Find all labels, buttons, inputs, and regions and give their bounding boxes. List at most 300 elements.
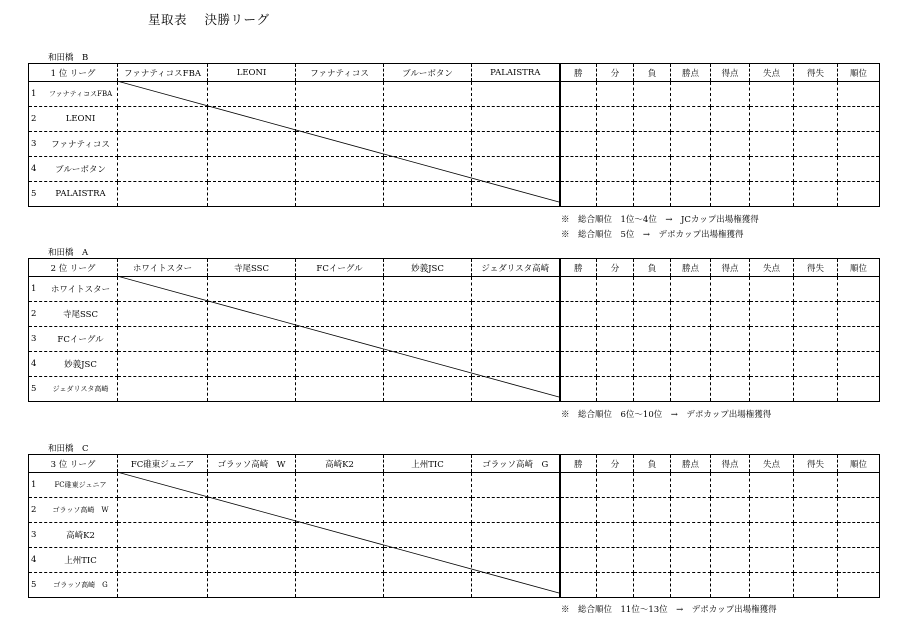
stat-cell[interactable]: [634, 548, 671, 573]
result-cell[interactable]: [472, 302, 560, 327]
result-cell[interactable]: [384, 498, 472, 523]
row-number: 5: [31, 189, 37, 199]
stat-cell[interactable]: [634, 132, 671, 157]
result-cell[interactable]: [118, 327, 208, 352]
result-cell[interactable]: [208, 132, 296, 157]
stat-cell[interactable]: [794, 573, 838, 598]
stat-cell[interactable]: [711, 473, 750, 498]
result-cell[interactable]: [296, 377, 384, 402]
row-number: 2: [31, 114, 37, 124]
result-cell[interactable]: [118, 523, 208, 548]
result-cell[interactable]: [296, 107, 384, 132]
stat-cell[interactable]: [838, 523, 880, 548]
column-team: ジェダリスタ高崎: [472, 259, 560, 277]
row-team-name: 寺尾SSC: [62, 310, 98, 320]
stat-cell[interactable]: [634, 377, 671, 402]
stat-cell[interactable]: [560, 277, 597, 302]
column-team: ホワイトスター: [118, 259, 208, 277]
stat-cell[interactable]: [671, 523, 711, 548]
stat-cell[interactable]: [671, 473, 711, 498]
result-cell[interactable]: [118, 377, 208, 402]
stat-cell[interactable]: [560, 82, 597, 107]
stat-cell[interactable]: [597, 277, 634, 302]
result-cell[interactable]: [472, 327, 560, 352]
result-cell[interactable]: [118, 352, 208, 377]
stat-cell[interactable]: [750, 82, 794, 107]
column-team: FC碓東ジュニア: [118, 455, 208, 473]
result-cell[interactable]: [384, 82, 472, 107]
stat-cell[interactable]: [750, 327, 794, 352]
row-team-name: ファナティコス: [51, 140, 110, 150]
stat-cell[interactable]: [597, 498, 634, 523]
result-cell[interactable]: [472, 107, 560, 132]
standings-table-league-1: [28, 63, 880, 207]
stat-cell[interactable]: [560, 573, 597, 598]
result-cell[interactable]: [296, 82, 384, 107]
result-cell[interactable]: [296, 573, 384, 598]
result-cell[interactable]: [208, 327, 296, 352]
result-cell[interactable]: [384, 182, 472, 207]
stat-cell[interactable]: [560, 548, 597, 573]
row-team-cell: [29, 523, 118, 548]
row-team-name: FC碓東ジュニア: [54, 481, 107, 489]
stat-cell[interactable]: [671, 157, 711, 182]
result-cell[interactable]: [118, 498, 208, 523]
note-line: ※ 総合順位 5位 → デポカップ出場権獲得: [561, 230, 744, 240]
table-row: [29, 473, 880, 498]
header-losses: 負: [634, 455, 671, 473]
venue-label-league-1: 和田橋 B: [48, 53, 89, 63]
result-cell[interactable]: [384, 473, 472, 498]
result-cell[interactable]: [384, 573, 472, 598]
result-cell[interactable]: [472, 548, 560, 573]
row-team-cell: [29, 182, 118, 207]
stat-cell[interactable]: [597, 157, 634, 182]
column-team: 妙義JSC: [384, 259, 472, 277]
header-goals-for: 得点: [711, 455, 750, 473]
row-number: 3: [31, 139, 37, 149]
result-cell[interactable]: [296, 473, 384, 498]
stat-cell[interactable]: [838, 157, 880, 182]
stat-cell[interactable]: [671, 573, 711, 598]
stat-cell[interactable]: [560, 182, 597, 207]
header-draws: 分: [597, 64, 634, 82]
stat-cell[interactable]: [711, 573, 750, 598]
stat-cell[interactable]: [838, 302, 880, 327]
result-cell[interactable]: [384, 327, 472, 352]
stat-cell[interactable]: [750, 157, 794, 182]
stat-cell[interactable]: [838, 277, 880, 302]
result-cell[interactable]: [296, 523, 384, 548]
stat-cell[interactable]: [597, 302, 634, 327]
result-cell[interactable]: [472, 157, 560, 182]
header-rank: 順位: [838, 64, 880, 82]
stat-cell[interactable]: [750, 548, 794, 573]
result-cell[interactable]: [384, 548, 472, 573]
column-team: ゴラッソ高崎 G: [472, 455, 560, 473]
stat-cell[interactable]: [671, 327, 711, 352]
stat-cell[interactable]: [711, 107, 750, 132]
result-cell[interactable]: [118, 132, 208, 157]
stat-cell[interactable]: [794, 182, 838, 207]
row-team-name: 高崎K2: [66, 531, 95, 541]
stat-cell[interactable]: [750, 523, 794, 548]
column-team: 高崎K2: [296, 455, 384, 473]
stat-cell[interactable]: [634, 573, 671, 598]
result-cell[interactable]: [472, 82, 560, 107]
stat-cell[interactable]: [560, 352, 597, 377]
stat-cell[interactable]: [838, 107, 880, 132]
stat-cell[interactable]: [711, 82, 750, 107]
league-table: [28, 63, 880, 207]
row-team-name: LEONI: [65, 114, 96, 124]
stat-cell[interactable]: [794, 277, 838, 302]
stat-cell[interactable]: [597, 352, 634, 377]
result-cell[interactable]: [118, 277, 208, 302]
stat-cell[interactable]: [597, 107, 634, 132]
result-cell[interactable]: [472, 523, 560, 548]
header-losses: 負: [634, 64, 671, 82]
result-cell[interactable]: [118, 82, 208, 107]
stat-cell[interactable]: [634, 82, 671, 107]
stat-cell[interactable]: [597, 377, 634, 402]
standings-table-league-2: [28, 258, 880, 402]
stat-cell[interactable]: [560, 327, 597, 352]
column-team: LEONI: [208, 64, 296, 82]
stat-cell[interactable]: [671, 132, 711, 157]
stat-cell[interactable]: [794, 82, 838, 107]
row-team-name: PALAISTRA: [55, 189, 106, 199]
result-cell[interactable]: [296, 302, 384, 327]
stat-cell[interactable]: [671, 182, 711, 207]
stat-cell[interactable]: [711, 352, 750, 377]
stat-cell[interactable]: [634, 107, 671, 132]
result-cell[interactable]: [384, 377, 472, 402]
table-row: [29, 82, 880, 107]
note-line: ※ 総合順位 1位～4位 → JCカップ出場権獲得: [561, 215, 759, 225]
row-team-cell: [29, 473, 118, 498]
header-wins: 勝: [560, 455, 597, 473]
stat-cell[interactable]: [597, 327, 634, 352]
row-number: 2: [31, 309, 37, 319]
row-number: 4: [31, 555, 37, 565]
row-team-cell: [29, 498, 118, 523]
stat-cell[interactable]: [671, 548, 711, 573]
header-draws: 分: [597, 259, 634, 277]
row-team-cell: [29, 107, 118, 132]
row-team-cell: [29, 548, 118, 573]
stat-cell[interactable]: [597, 523, 634, 548]
table-row: [29, 327, 880, 352]
stat-cell[interactable]: [560, 523, 597, 548]
stat-cell[interactable]: [597, 473, 634, 498]
stat-cell[interactable]: [711, 523, 750, 548]
result-cell[interactable]: [208, 107, 296, 132]
result-cell[interactable]: [384, 157, 472, 182]
result-cell[interactable]: [384, 352, 472, 377]
result-cell[interactable]: [118, 473, 208, 498]
stat-cell[interactable]: [838, 352, 880, 377]
result-cell[interactable]: [296, 548, 384, 573]
result-cell[interactable]: [118, 302, 208, 327]
row-team-name: ゴラッソ高崎 G: [53, 581, 108, 589]
stat-cell[interactable]: [671, 277, 711, 302]
row-number: 4: [31, 164, 37, 174]
league-table: [28, 258, 880, 402]
row-team-name: ホワイトスター: [50, 285, 111, 295]
header-goals-for: 得点: [711, 259, 750, 277]
row-number: 1: [31, 89, 37, 99]
column-team: PALAISTRA: [472, 64, 560, 82]
result-cell[interactable]: [208, 277, 296, 302]
stat-cell[interactable]: [711, 132, 750, 157]
stat-cell[interactable]: [750, 498, 794, 523]
stat-cell[interactable]: [711, 302, 750, 327]
row-team-cell: [29, 377, 118, 402]
result-cell[interactable]: [472, 377, 560, 402]
stat-cell[interactable]: [634, 327, 671, 352]
stat-cell[interactable]: [838, 573, 880, 598]
result-cell[interactable]: [472, 182, 560, 207]
row-team-cell: [29, 302, 118, 327]
header-goals-against: 失点: [750, 259, 794, 277]
row-team-cell: [29, 157, 118, 182]
result-cell[interactable]: [296, 157, 384, 182]
row-team-name: ゴラッソ高崎 W: [52, 506, 109, 514]
header-wins: 勝: [560, 64, 597, 82]
stat-cell[interactable]: [750, 352, 794, 377]
row-team-cell: [29, 82, 118, 107]
header-points: 勝点: [671, 64, 711, 82]
row-team-name: 上州TIC: [64, 556, 97, 566]
result-cell[interactable]: [296, 352, 384, 377]
stat-cell[interactable]: [711, 157, 750, 182]
row-team-cell: [29, 132, 118, 157]
stat-cell[interactable]: [597, 548, 634, 573]
row-number: 5: [31, 384, 37, 394]
stat-cell[interactable]: [597, 82, 634, 107]
stat-cell[interactable]: [838, 548, 880, 573]
stat-cell[interactable]: [750, 377, 794, 402]
stat-cell[interactable]: [794, 302, 838, 327]
result-cell[interactable]: [384, 277, 472, 302]
rank-label: 3 位 リーグ: [29, 455, 118, 473]
stat-cell[interactable]: [794, 498, 838, 523]
stat-cell[interactable]: [671, 352, 711, 377]
stat-cell[interactable]: [597, 132, 634, 157]
result-cell[interactable]: [384, 523, 472, 548]
header-points: 勝点: [671, 455, 711, 473]
result-cell[interactable]: [296, 498, 384, 523]
header-goals-for: 得点: [711, 64, 750, 82]
header-row: [29, 64, 880, 82]
table-row: [29, 107, 880, 132]
result-cell[interactable]: [118, 107, 208, 132]
header-goal-diff: 得失: [794, 64, 838, 82]
stat-cell[interactable]: [671, 498, 711, 523]
header-goal-diff: 得失: [794, 259, 838, 277]
stat-cell[interactable]: [671, 377, 711, 402]
result-cell[interactable]: [472, 473, 560, 498]
stat-cell[interactable]: [671, 107, 711, 132]
result-cell[interactable]: [208, 182, 296, 207]
result-cell[interactable]: [118, 548, 208, 573]
row-team-name: ファナティコスFBA: [48, 90, 113, 98]
stat-cell[interactable]: [711, 327, 750, 352]
stat-cell[interactable]: [597, 573, 634, 598]
stat-cell[interactable]: [838, 327, 880, 352]
stat-cell[interactable]: [838, 182, 880, 207]
result-cell[interactable]: [208, 157, 296, 182]
stat-cell[interactable]: [750, 107, 794, 132]
stat-cell[interactable]: [560, 132, 597, 157]
stat-cell[interactable]: [794, 352, 838, 377]
row-team-cell: [29, 277, 118, 302]
result-cell[interactable]: [384, 107, 472, 132]
stat-cell[interactable]: [794, 473, 838, 498]
header-rank: 順位: [838, 455, 880, 473]
stat-cell[interactable]: [711, 182, 750, 207]
result-cell[interactable]: [208, 523, 296, 548]
row-team-cell: [29, 327, 118, 352]
stat-cell[interactable]: [671, 302, 711, 327]
stat-cell[interactable]: [750, 473, 794, 498]
result-cell[interactable]: [208, 573, 296, 598]
row-number: 1: [31, 480, 37, 490]
result-cell[interactable]: [384, 302, 472, 327]
stat-cell[interactable]: [794, 377, 838, 402]
stat-cell[interactable]: [838, 82, 880, 107]
standings-table-league-3: [28, 454, 880, 598]
result-cell[interactable]: [296, 327, 384, 352]
result-cell[interactable]: [208, 352, 296, 377]
result-cell[interactable]: [118, 573, 208, 598]
page-title: 星取表 決勝リーグ: [148, 12, 270, 27]
stat-cell[interactable]: [634, 277, 671, 302]
stat-cell[interactable]: [597, 182, 634, 207]
stat-cell[interactable]: [634, 302, 671, 327]
stat-cell[interactable]: [794, 157, 838, 182]
stat-cell[interactable]: [560, 302, 597, 327]
column-team: ブルーボタン: [384, 64, 472, 82]
result-cell[interactable]: [208, 302, 296, 327]
result-cell[interactable]: [118, 157, 208, 182]
stat-cell[interactable]: [750, 302, 794, 327]
stat-cell[interactable]: [711, 277, 750, 302]
stat-cell[interactable]: [560, 107, 597, 132]
stat-cell[interactable]: [794, 107, 838, 132]
venue-label-league-2: 和田橋 A: [48, 248, 89, 258]
rank-label: 2 位 リーグ: [29, 259, 118, 277]
stat-cell[interactable]: [634, 498, 671, 523]
note-line: ※ 総合順位 6位～10位 → デポカップ出場権獲得: [561, 410, 772, 420]
row-number: 2: [31, 505, 37, 515]
rank-label: 1 位 リーグ: [29, 64, 118, 82]
table-row: [29, 352, 880, 377]
header-goals-against: 失点: [750, 64, 794, 82]
stat-cell[interactable]: [671, 82, 711, 107]
stat-cell[interactable]: [750, 132, 794, 157]
row-number: 5: [31, 580, 37, 590]
header-rank: 順位: [838, 259, 880, 277]
row-team-name: ジェダリスタ高崎: [52, 385, 109, 393]
result-cell[interactable]: [118, 182, 208, 207]
result-cell[interactable]: [208, 377, 296, 402]
venue-label-league-3: 和田橋 C: [48, 444, 89, 454]
stat-cell[interactable]: [838, 498, 880, 523]
stat-cell[interactable]: [711, 498, 750, 523]
header-draws: 分: [597, 455, 634, 473]
table-row: [29, 277, 880, 302]
result-cell[interactable]: [472, 498, 560, 523]
result-cell[interactable]: [208, 82, 296, 107]
stat-cell[interactable]: [560, 377, 597, 402]
column-team: ゴラッソ高崎 W: [208, 455, 296, 473]
result-cell[interactable]: [472, 352, 560, 377]
stat-cell[interactable]: [838, 377, 880, 402]
table-row: [29, 498, 880, 523]
header-row: [29, 259, 880, 277]
result-cell[interactable]: [296, 132, 384, 157]
stat-cell[interactable]: [711, 377, 750, 402]
column-team: ファナティコスFBA: [118, 64, 208, 82]
stat-cell[interactable]: [794, 523, 838, 548]
result-cell[interactable]: [208, 498, 296, 523]
column-team: ファナティコス: [296, 64, 384, 82]
table-row: [29, 302, 880, 327]
stat-cell[interactable]: [750, 182, 794, 207]
result-cell[interactable]: [384, 132, 472, 157]
result-cell[interactable]: [472, 132, 560, 157]
stat-cell[interactable]: [794, 327, 838, 352]
table-row: [29, 377, 880, 402]
stat-cell[interactable]: [711, 548, 750, 573]
header-goal-diff: 得失: [794, 455, 838, 473]
stat-cell[interactable]: [634, 473, 671, 498]
stat-cell[interactable]: [634, 157, 671, 182]
table-row: [29, 157, 880, 182]
stat-cell[interactable]: [794, 548, 838, 573]
result-cell[interactable]: [208, 548, 296, 573]
table-row: [29, 573, 880, 598]
result-cell[interactable]: [472, 277, 560, 302]
column-team: 上州TIC: [384, 455, 472, 473]
table-row: [29, 132, 880, 157]
stat-cell[interactable]: [560, 498, 597, 523]
stat-cell[interactable]: [838, 473, 880, 498]
stat-cell[interactable]: [634, 182, 671, 207]
stat-cell[interactable]: [634, 352, 671, 377]
stat-cell[interactable]: [750, 573, 794, 598]
stat-cell[interactable]: [794, 132, 838, 157]
result-cell[interactable]: [472, 573, 560, 598]
result-cell[interactable]: [296, 182, 384, 207]
header-goals-against: 失点: [750, 455, 794, 473]
row-number: 4: [31, 359, 37, 369]
result-cell[interactable]: [208, 473, 296, 498]
stat-cell[interactable]: [634, 523, 671, 548]
stat-cell[interactable]: [838, 132, 880, 157]
stat-cell[interactable]: [560, 473, 597, 498]
stat-cell[interactable]: [560, 157, 597, 182]
result-cell[interactable]: [296, 277, 384, 302]
stat-cell[interactable]: [750, 277, 794, 302]
header-points: 勝点: [671, 259, 711, 277]
row-team-cell: [29, 352, 118, 377]
row-team-cell: [29, 573, 118, 598]
table-row: [29, 523, 880, 548]
table-row: [29, 182, 880, 207]
